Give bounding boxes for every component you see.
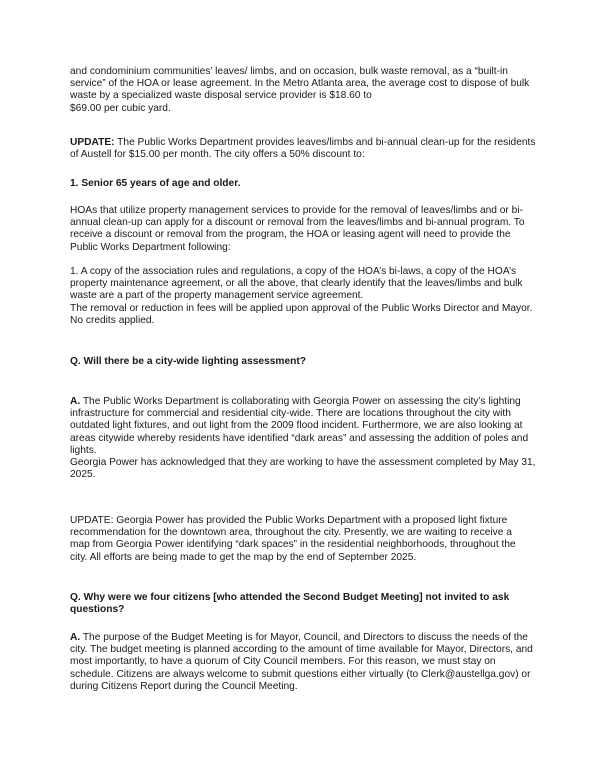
text-line: property maintenance agreement, or all the above, that clearly identify that the leaves/limbs and bulk <box>70 278 523 290</box>
text-line: lights. <box>70 444 97 456</box>
text-line: Georgia Power has acknowledged that they are working to have the assessment completed by May 31, <box>70 457 536 469</box>
text-line <box>70 137 536 149</box>
text-line: waste are a part of the property management service agreement. <box>70 290 364 302</box>
text-line: waste by a specialized waste disposal service provider is $18.60 to <box>70 90 372 102</box>
text-line: Q. Why were we four citizens [who attended the Second Budget Meeting] not invited to ask <box>70 592 510 603</box>
answer-text: The Public Works Department is collaborating with Georgia Power on assessing the city’s lighting <box>80 396 521 407</box>
text-line <box>70 396 530 408</box>
text-line: Public Works Department following: <box>70 241 231 253</box>
text-line: schedule. Citizens are always welcome to submit questions either virtually (to Clerk@austellga.gov) or <box>70 668 531 680</box>
update-paragraph-lighting <box>70 515 530 564</box>
text-line: UPDATE: Georgia Power has provided the Public Works Department with a proposed light fixture <box>70 515 508 526</box>
hoa-paragraph <box>70 205 530 254</box>
text-line: 2025. <box>70 469 96 481</box>
text-line: infrastructure for commercial and residential city-wide. There are locations throughout the city with <box>70 408 511 420</box>
text-line: and condominium communities’ leaves/ limbs, and on occasion, bulk waste removal, as a “built-in <box>70 66 508 77</box>
text-line: of Austell for $15.00 per month. The city offers a 50% discount to: <box>70 149 365 161</box>
text-line: $69.00 per cubic yard. <box>70 102 171 114</box>
question-budget-meeting <box>70 592 530 616</box>
answer-budget-meeting <box>70 632 533 693</box>
text-line: questions? <box>70 604 125 616</box>
text-line: city. The budget meeting is planned according to the amount of time available for Mayor, Directors, and <box>70 644 533 656</box>
text-line: areas citywide whereby residents have identified “dark areas” and assessing the addition of poles and <box>70 432 529 444</box>
text-line: No credits applied. <box>70 314 155 326</box>
text-line: map from Georgia Power identifying “dark spaces” in the residential neighborhoods, throughout the <box>70 539 516 551</box>
text-line: service” of the HOA or lease agreement. In the Metro Atlanta area, the average cost to dispose of bulk <box>70 78 530 90</box>
text-line: recommendation for the downtown area, throughout the city. Presently, we are waiting to receive a <box>70 527 512 539</box>
intro-paragraph <box>70 66 530 115</box>
text-line: HOAs that utilize property management services to provide for the removal of leaves/limbs and or bi- <box>70 205 523 216</box>
text-line <box>70 632 530 644</box>
answer-label: A. <box>70 632 81 643</box>
answer-text: The purpose of the Budget Meeting is for Mayor, Council, and Directors to discuss the needs of the <box>80 632 528 643</box>
text-line: city. All efforts are being made to get the map by the end of September 2025. <box>70 551 417 563</box>
update-paragraph-fees <box>70 137 536 161</box>
update-label: UPDATE: <box>70 137 115 148</box>
text-line: The removal or reduction in fees will be applied upon approval of the Public Works Director and Mayor. <box>70 302 533 314</box>
text-line: receive a discount or removal from the program, the HOA or leasing agent will need to provide the <box>70 229 511 241</box>
required-documents-paragraph <box>70 266 533 327</box>
question-lighting: Q. Will there be a city-wide lighting assessment? <box>70 356 306 367</box>
update-text: The Public Works Department provides leaves/limbs and bi-annual clean-up for the residents <box>114 137 536 148</box>
text-line: 1. A copy of the association rules and regulations, a copy of the HOA’s bi-laws, a copy of the HOA’s <box>70 266 517 277</box>
senior-discount-heading: 1. Senior 65 years of age and older. <box>70 178 241 189</box>
text-line: outdated light fixtures, and out light from the 2009 flood incident. Furthermore, we are also looking at <box>70 420 523 432</box>
text-line: during Citizens Report during the Council Meeting. <box>70 680 298 692</box>
answer-label: A. <box>70 396 81 407</box>
text-line: annual clean-up can apply for a discount or removal from the leaves/limbs and bi-annual program. To <box>70 217 525 229</box>
text-line: most importantly, to have a quorum of City Council members. For this reason, we must stay on <box>70 656 496 668</box>
answer-lighting <box>70 396 536 481</box>
